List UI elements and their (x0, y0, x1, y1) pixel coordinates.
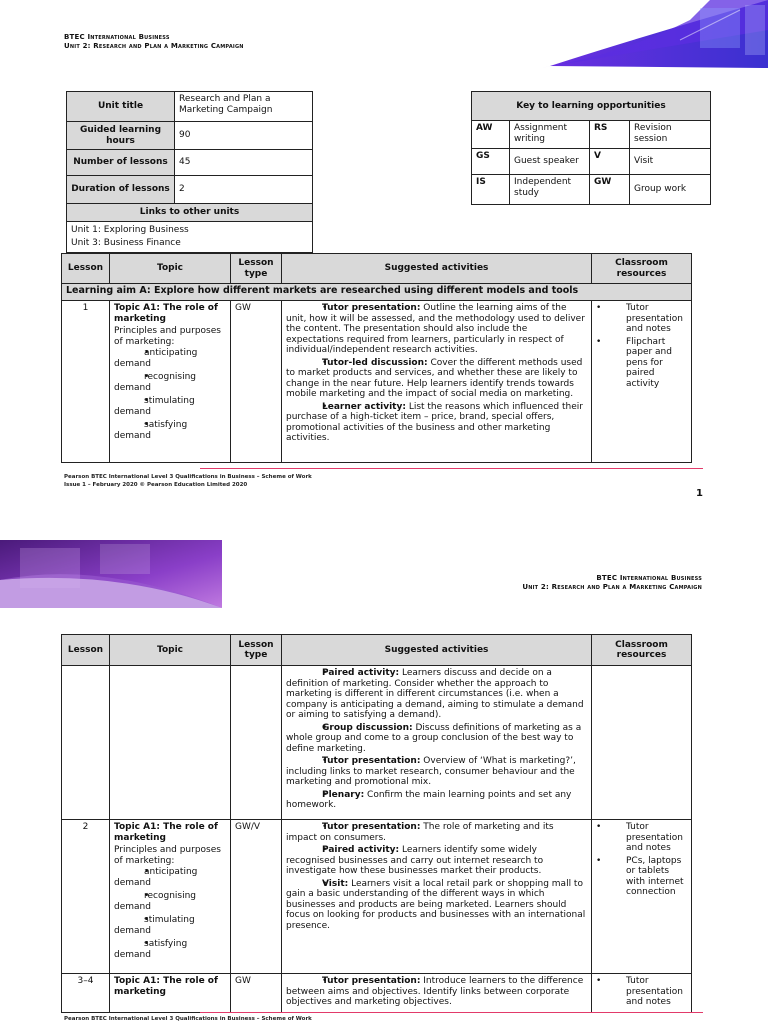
footer-line-1: Pearson BTEC International Level 3 Qualifications in Business – Scheme of Work (64, 474, 312, 480)
resources-cell (592, 666, 692, 820)
links-list (67, 222, 313, 253)
activities-list (286, 976, 587, 1008)
activity-text: Learners discuss and decide on a definition of marketing. Consider whether the approach to marketing is different in different circumstances (i.e. when a company is anticipating a demand, aiming to stimulate a demand or aiming to satisfying a demand). (286, 668, 584, 720)
topic-title: Topic A1: The role of marketing (114, 822, 218, 843)
key-desc: Group work (630, 175, 711, 205)
activity-head: Visit: (322, 878, 349, 889)
table-row (62, 974, 692, 1013)
activity-text: Overview of ‘What is marketing?’, including links to market research, consumer behaviour and the marketing and promotional mix. (286, 756, 576, 787)
resources-list (596, 822, 687, 898)
activities-cell (282, 974, 592, 1013)
key-desc: Guest speaker (510, 149, 590, 175)
activities-list (286, 303, 587, 444)
resources-list (596, 303, 687, 389)
activity-head: Tutor presentation: (322, 756, 421, 766)
page-header (522, 574, 702, 592)
lessons-value: 45 (175, 150, 313, 176)
activity-head: Learner activity: (322, 401, 406, 412)
topic-cell (110, 974, 231, 1013)
key-desc: Visit (630, 149, 711, 175)
list-item (286, 976, 587, 1008)
table-row (62, 301, 692, 463)
activities-cell (282, 301, 592, 463)
page-footer: Pearson BTEC International Level 3 Qualifications in Business – Scheme of Work (64, 1016, 312, 1022)
topic-cell (110, 820, 231, 974)
key-code: GW (590, 175, 630, 205)
activity-head: Paired activity: (322, 845, 400, 855)
col-topic: Topic (110, 635, 231, 666)
lesson-number: 1 (62, 301, 110, 463)
activity-head: Tutor presentation: (322, 303, 421, 313)
links-label: Links to other units (67, 204, 313, 222)
activity-head: Paired activity: (322, 668, 400, 678)
key-desc: Revision session (630, 121, 711, 149)
list-item: • anticipating demand (114, 867, 226, 888)
list-item: • stimulating demand (114, 915, 226, 936)
list-item: • satisfying demand (114, 939, 226, 960)
unit-title-value: Research and Plan a Marketing Campaign (175, 92, 313, 122)
activity-text: Learners identify some widely recognised businesses and carry out internet research to investigate how these businesses market their products. (286, 845, 544, 876)
activity-text: Outline the learning aims of the unit, how it will be assessed, and the methodology used to deliver the content. The presentation should also include the expectations required from learners, particularly in respect of individual/independent research activities. (286, 303, 585, 355)
list-item (286, 845, 587, 877)
activity-head: Group discussion: (322, 722, 413, 733)
topic-title: Topic A1: The role of marketing (114, 976, 218, 997)
activity-text: Cover the different methods used to market products and services, and whether these are likely to change in the near future. Help learners identify trends towards mobile marketing and the impact of social media on marketing. (286, 357, 583, 399)
page-2 (0, 540, 768, 1024)
page-number: 1 (696, 488, 703, 499)
col-lesson: Lesson (62, 635, 110, 666)
activity-head: Tutor presentation: (322, 822, 421, 832)
col-resources: Classroom resources (592, 254, 692, 284)
list-item: • anticipating demand (114, 348, 226, 369)
list-item (286, 358, 587, 400)
lesson-type: GW (231, 301, 282, 463)
activity-text: Learners visit a local retail park or shopping mall to gain a basic understanding of the different ways in which businesses and products are being marketed. Learners should focus on looking for products and businesses with an international presence. (286, 878, 586, 931)
col-lesson: Lesson (62, 254, 110, 284)
activity-text: The role of marketing and its impact on consumers. (286, 822, 554, 843)
list-item (286, 723, 587, 755)
banner-graphic (0, 540, 222, 610)
col-activities: Suggested activities (282, 635, 592, 666)
activities-list (286, 668, 587, 811)
resources-cell (592, 974, 692, 1013)
list-item (286, 790, 587, 811)
lesson-type (231, 666, 282, 820)
activity-text: Introduce learners to the difference between aims and objectives. Identify links between corporate objectives and marketing objectives. (286, 976, 584, 1007)
col-activities: Suggested activities (282, 254, 592, 284)
resources-cell (592, 820, 692, 974)
activity-text: Discuss definitions of marketing as a whole group and come to a group conclusion of the best way to define marketing. (286, 722, 582, 754)
activity-text: List the reasons which influenced their purchase of a high-ticket item – price, brand, special offers, promotional activities of the business and other marketing activities. (286, 401, 583, 443)
lesson-type: GW (231, 974, 282, 1013)
list-item (286, 822, 587, 843)
table-row (62, 666, 692, 820)
activities-cell (282, 820, 592, 974)
list-item (286, 402, 587, 444)
activities-cell (282, 666, 592, 820)
activity-head: Tutor presentation: (322, 976, 421, 986)
scheme-table (61, 634, 692, 1013)
list-item (286, 303, 587, 356)
unit-info-table (66, 91, 313, 253)
list-item: • Tutor presentation and notes (596, 822, 687, 854)
lesson-number: 3–4 (62, 974, 110, 1013)
topic-intro: Principles and purposes of marketing: (114, 326, 221, 347)
page-gap (0, 510, 768, 540)
key-code: V (590, 149, 630, 175)
col-type: Lesson type (231, 254, 282, 284)
list-item (286, 879, 587, 932)
activity-head: Tutor-led discussion: (322, 357, 428, 368)
duration-value: 2 (175, 176, 313, 204)
list-item: • recognising demand (114, 372, 226, 393)
key-code: GS (472, 149, 510, 175)
key-code: AW (472, 121, 510, 149)
lesson-type: GW/V (231, 820, 282, 974)
footer-rule (200, 468, 703, 469)
glh-label: Guided learning hours (67, 122, 175, 150)
topic-list (114, 348, 226, 441)
resources-list (596, 976, 687, 1008)
header-series: BTEC International Business (64, 33, 170, 41)
key-code: IS (472, 175, 510, 205)
key-desc: Independent study (510, 175, 590, 205)
topic-intro: Principles and purposes of marketing: (114, 845, 221, 866)
page-footer (64, 473, 312, 489)
topic-title: Topic A1: The role of marketing (114, 303, 218, 324)
col-resources: Classroom resources (592, 635, 692, 666)
lesson-number: 2 (62, 820, 110, 974)
header-series: BTEC International Business (596, 574, 702, 582)
glh-value: 90 (175, 122, 313, 150)
table-row (62, 820, 692, 974)
list-item: • PCs, laptops or tablets with internet connection (596, 856, 687, 898)
list-item: • satisfying demand (114, 420, 226, 441)
list-item: • stimulating demand (114, 396, 226, 417)
topic-cell (110, 301, 231, 463)
topic-list (114, 867, 226, 960)
lessons-label: Number of lessons (67, 150, 175, 176)
key-code: RS (590, 121, 630, 149)
activity-text: Confirm the main learning points and set any homework. (286, 789, 572, 810)
link-unit-3: Unit 3: Business Finance (71, 238, 181, 248)
unit-title-label: Unit title (67, 92, 175, 122)
page-1 (0, 0, 768, 510)
key-title: Key to learning opportunities (472, 92, 711, 121)
banner-graphic (540, 0, 768, 68)
lesson-number (62, 666, 110, 820)
list-item (286, 668, 587, 721)
list-item: • Tutor presentation and notes (596, 303, 687, 335)
list-item: • Flipchart paper and pens for paired activity (596, 337, 687, 390)
activity-head: Plenary: (322, 789, 365, 800)
col-type: Lesson type (231, 635, 282, 666)
key-table (471, 91, 711, 205)
link-unit-1: Unit 1: Exploring Business (71, 225, 189, 235)
list-item: • Tutor presentation and notes (596, 976, 687, 1008)
resources-cell (592, 301, 692, 463)
key-desc: Assignment writing (510, 121, 590, 149)
header-unit: Unit 2: Research and Plan a Marketing Campaign (64, 42, 244, 50)
header-unit: Unit 2: Research and Plan a Marketing Campaign (522, 583, 702, 591)
activities-list (286, 822, 587, 931)
learning-aim-a: Learning aim A: Explore how different markets are researched using different models and tools (62, 284, 692, 301)
footer-rule (200, 1012, 703, 1013)
col-topic: Topic (110, 254, 231, 284)
page-header (64, 33, 244, 51)
scheme-table (61, 253, 692, 463)
list-item (286, 756, 587, 788)
topic-cell (110, 666, 231, 820)
list-item: • recognising demand (114, 891, 226, 912)
footer-line-2: Issue 1 – February 2020 © Pearson Education Limited 2020 (64, 482, 248, 488)
duration-label: Duration of lessons (67, 176, 175, 204)
